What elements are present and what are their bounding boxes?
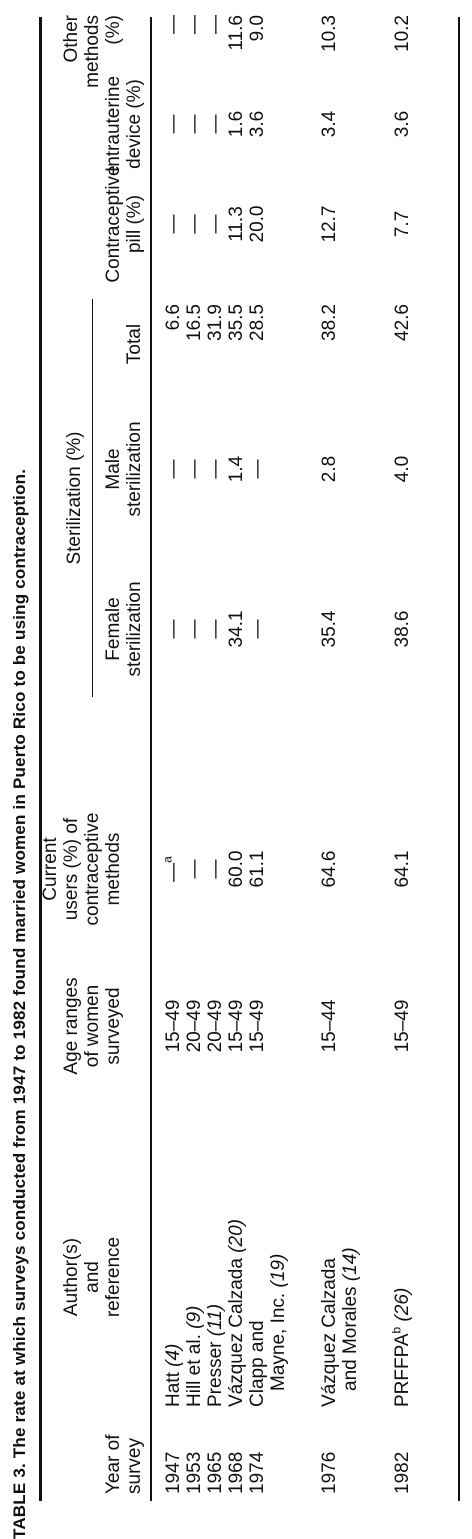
cell-current-users: 61.1 — [247, 850, 268, 888]
cell-current-users: 64.6 — [319, 850, 340, 888]
header-total: Total — [124, 323, 145, 365]
cell-total-sterilization: 16.5 — [184, 304, 205, 341]
cell-author-reference: PRFFPA$^b$ (26) — [389, 1287, 413, 1407]
cell-intrauterine-device: 3.4 — [319, 110, 340, 138]
cell-other-methods: 11.6 — [226, 15, 247, 51]
cell-other-methods: 9.0 — [247, 15, 268, 42]
table-title: TABLE 3. The rate at which surveys conducted from 1947 to 1982 found married women in Puerto Rico to be using contraception. — [10, 468, 29, 1539]
cell-male-sterilization: — — [163, 459, 184, 479]
cell-author-reference: Hill et al. (9) — [184, 1305, 205, 1407]
cell-current-users: — — [205, 859, 226, 879]
cell-female-sterilization: — — [205, 619, 226, 639]
cell-author-reference: Clapp and Mayne, Inc. (19) — [247, 1253, 289, 1407]
cell-age-range: 15–49 — [226, 999, 247, 1053]
cell-age-range: 15–49 — [392, 999, 413, 1053]
cell-author-reference: Vázquez Calzada and Morales (14) — [319, 1247, 361, 1407]
reference-number: (20) — [226, 1218, 247, 1253]
header-year-survey: Year of survey — [103, 1434, 145, 1494]
header-author-reference: Author(s) and reference — [61, 1236, 124, 1318]
cell-total-sterilization: 35.5 — [226, 304, 247, 341]
cell-contraceptive-pill: 7.7 — [392, 210, 413, 238]
reference-number: (26) — [392, 1287, 413, 1327]
cell-female-sterilization: — — [247, 619, 268, 639]
cell-year: 1982 — [392, 1451, 413, 1494]
cell-age-range: 20–49 — [184, 999, 205, 1053]
cell-intrauterine-device: 1.6 — [226, 110, 247, 138]
cell-contraceptive-pill: 11.3 — [226, 206, 247, 242]
cell-male-sterilization: — — [247, 459, 268, 479]
cell-age-range: 15–44 — [319, 999, 340, 1053]
cell-current-users: — — [184, 859, 205, 879]
cell-current-users: 60.0 — [226, 850, 247, 888]
cell-intrauterine-device: — — [205, 114, 226, 134]
header-intrauterine-device: Intrauterine device (%) — [103, 75, 145, 173]
header-sterilization-group: Sterilization (%) — [64, 431, 85, 565]
cell-male-sterilization: 4.0 — [392, 455, 413, 483]
reference-number: (9) — [184, 1305, 205, 1329]
sterilization-group-rule — [92, 299, 93, 697]
cell-female-sterilization: 38.6 — [392, 610, 413, 648]
cell-female-sterilization: — — [184, 619, 205, 639]
footnote-mark: a — [160, 856, 175, 863]
cell-other-methods: — — [205, 15, 226, 34]
cell-current-users: 64.1 — [392, 850, 413, 888]
reference-number: (14) — [340, 1247, 361, 1282]
cell-other-methods: — — [163, 15, 184, 34]
cell-contraceptive-pill: — — [184, 214, 205, 234]
cell-contraceptive-pill: 20.0 — [247, 205, 268, 243]
cell-total-sterilization: 28.5 — [247, 304, 268, 341]
cell-age-range: 15–49 — [163, 999, 184, 1053]
cell-author-reference: Presser (11) — [205, 1303, 226, 1407]
cell-year: 1947 — [163, 1451, 184, 1494]
header-current-users: Current users (%) of contraceptive methods — [40, 812, 124, 926]
cell-total-sterilization: 42.6 — [392, 304, 413, 341]
reference-number: (19) — [268, 1253, 289, 1288]
cell-other-methods: — — [184, 15, 205, 34]
cell-other-methods: 10.2 — [392, 15, 413, 52]
cell-current-users: —$^a$ — [160, 856, 184, 882]
cell-total-sterilization: 38.2 — [319, 304, 340, 341]
header-male-sterilization: Male sterilization — [103, 421, 145, 517]
cell-year: 1953 — [184, 1451, 205, 1494]
cell-female-sterilization: 34.1 — [226, 610, 247, 648]
cell-intrauterine-device: — — [163, 114, 184, 134]
header-contraceptive-pill: Contraceptive pill (%) — [103, 165, 145, 283]
cell-male-sterilization: 2.8 — [319, 455, 340, 483]
header-female-sterilization: Female sterilization — [103, 581, 145, 677]
cell-year: 1968 — [226, 1451, 247, 1494]
cell-contraceptive-pill: — — [205, 214, 226, 234]
cell-male-sterilization: 1.4 — [226, 455, 247, 483]
header-other-methods: Other methods (%) — [61, 15, 124, 88]
cell-year: 1976 — [319, 1451, 340, 1494]
top-rule — [39, 17, 42, 1501]
cell-contraceptive-pill: — — [163, 214, 184, 234]
cell-total-sterilization: 6.6 — [163, 304, 184, 331]
cell-intrauterine-device: 3.6 — [247, 110, 268, 138]
cell-female-sterilization: — — [163, 619, 184, 639]
header-bottom-rule — [150, 17, 152, 1501]
footnote-mark: b — [389, 1326, 404, 1334]
reference-number: (11) — [205, 1303, 226, 1337]
cell-author-reference: Hatt (4) — [163, 1343, 184, 1407]
cell-author-reference: Vázquez Calzada (20) — [226, 1218, 247, 1407]
cell-total-sterilization: 31.9 — [205, 304, 226, 341]
cell-contraceptive-pill: 12.7 — [319, 205, 340, 243]
cell-age-range: 15–49 — [247, 999, 268, 1053]
header-age-ranges: Age ranges of women surveyed — [61, 977, 124, 1075]
cell-age-range: 20–49 — [205, 999, 226, 1053]
cell-year: 1974 — [247, 1451, 268, 1494]
cell-male-sterilization: — — [184, 459, 205, 479]
cell-intrauterine-device: — — [184, 114, 205, 134]
cell-intrauterine-device: 3.6 — [392, 110, 413, 138]
cell-other-methods: 10.3 — [319, 15, 340, 52]
cell-male-sterilization: — — [205, 459, 226, 479]
cell-female-sterilization: 35.4 — [319, 610, 340, 648]
bottom-rule — [458, 17, 460, 1501]
cell-year: 1965 — [205, 1451, 226, 1494]
reference-number: (4) — [163, 1343, 184, 1367]
